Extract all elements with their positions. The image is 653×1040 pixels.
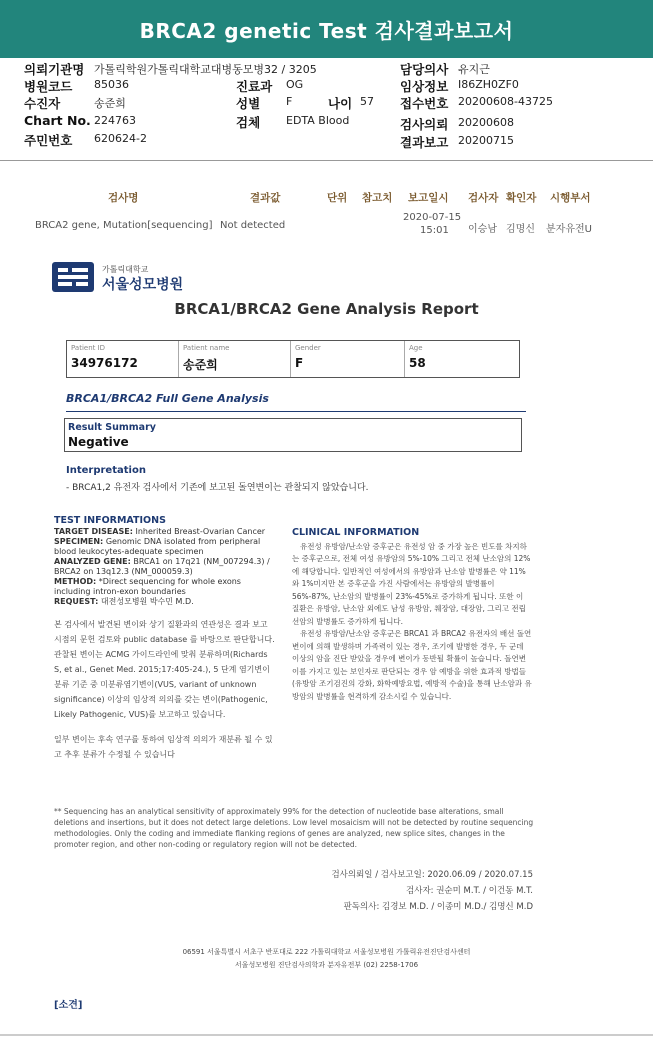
report-time: 15:01 bbox=[420, 225, 449, 236]
info-label: 의뢰기관명 bbox=[24, 62, 85, 77]
patient-id-value: 34976172 bbox=[71, 356, 138, 370]
info-label: 검사의뢰 bbox=[400, 117, 449, 132]
info-row bbox=[400, 94, 553, 112]
clinical-paragraph: 유전성 유방암/난소암 증후군은 BRCA1 과 BRCA2 유전자의 배선 돌연변이에 의해 발생하며 가족력이 있는 경우, 조기에 발병한 경우, 두 군데 이상의 암을 진단 받았을 경우에 변이가 동반될 확률이 높습니다. 돌연변이를 가지고 있는 보인자로 판단되는 경우 암 예방을 위한 효과적 방법들(유방암 조기검진의 강화, 화학예방요법, 예방적 수술)을 통해 난소암과 유방암의 발병률을 현격하게 감소시킬 수 있습니다. bbox=[292, 629, 532, 701]
info-label: 주민번호 bbox=[24, 133, 73, 148]
request bbox=[54, 597, 276, 607]
variant-note: 본 검사에서 발견된 변이와 상기 질환과의 연관성은 결과 보고 시점의 문헌 검토와 public database 를 바탕으로 판단합니다. 관찰된 변이는 ACMG 가이드라인에 맞춰 분류하며(Richards S, et al., Genet Med. 2015;17:405-24.), 5 단계 염기변이 분류 기준 중 미분류염기변이(VUS, variant of unknown significance) 이상의 임상적 의의를 갖는 변이(Pathogenic, Likely Pathogenic, VUS)를 보고하고 있습니다. bbox=[54, 620, 275, 719]
contact-line: 서울성모병원 진단검사의학과 분자유전부 (02) 2258-1706 bbox=[234, 961, 419, 969]
info-value: 224763 bbox=[94, 114, 136, 127]
section-title: BRCA1/BRCA2 Full Gene Analysis bbox=[66, 392, 269, 405]
logo-hospital: 서울성모병원 bbox=[102, 277, 184, 293]
info-label: 결과보고 bbox=[400, 135, 449, 150]
result-summary-label: Result Summary bbox=[68, 422, 156, 433]
col-test-name: 검사명 bbox=[108, 192, 139, 204]
method-label: METHOD: bbox=[54, 577, 97, 586]
analyzed-gene bbox=[54, 557, 276, 577]
test-informations bbox=[54, 516, 276, 762]
col-result: 결과값 bbox=[250, 192, 281, 204]
target-disease-label: TARGET DISEASE: bbox=[54, 527, 133, 536]
col-confirmer: 확인자 bbox=[506, 192, 537, 204]
clinical-paragraph: 유전성 유방암/난소암 증후군은 유전성 암 중 가장 높은 빈도를 차지하는 증후군으로, 전체 여성 유방암의 5%-10% 그리고 전체 난소암의 12%에 해당합니다. 일반적인 여성에서의 유방암과 난소암 발병률은 약 11% 와 1%미지만 본 증후군을 가진 사람에서는 유방암의 발병률이 56%-87%, 난소암의 발병률이 23%-45%로 증가하게 됩니다. 또한 이 질환은 유방암, 난소암 외에도 남성 유방암, 췌장암, 대장암, 그리고 전립선암의 발병률도 증가하게 됩니다. bbox=[292, 541, 531, 626]
department: 분자유전U bbox=[546, 224, 592, 235]
info-label: 검체 bbox=[236, 115, 261, 130]
info-value: 20200608 bbox=[458, 116, 514, 129]
clinical-information bbox=[292, 527, 532, 703]
info-label: 진료과 bbox=[236, 79, 273, 94]
specimen-label: SPECIMEN: bbox=[54, 537, 104, 546]
col-unit: 단위 bbox=[327, 192, 348, 204]
info-row bbox=[24, 131, 147, 149]
result-summary-box bbox=[64, 418, 522, 452]
info-value: I86ZH0ZF0 bbox=[458, 78, 519, 91]
info-row bbox=[400, 77, 519, 95]
interpretation-text: - BRCA1,2 유전자 검사에서 기존에 보고된 돌연변이는 관찰되지 않았습니다. bbox=[66, 483, 369, 493]
age-cell bbox=[405, 341, 519, 377]
info-value: EDTA Blood bbox=[286, 114, 350, 127]
result-summary-value: Negative bbox=[68, 435, 129, 449]
info-value: OG bbox=[286, 78, 304, 91]
patient-name-cell bbox=[179, 341, 291, 377]
report-title: BRCA2 genetic Test 검사결과보고서 bbox=[139, 18, 514, 43]
remark-label: [소견] bbox=[54, 1000, 83, 1011]
logo-university: 가톨릭대학교 bbox=[102, 265, 149, 274]
gender-value: F bbox=[295, 356, 304, 370]
patient-info-block bbox=[0, 60, 653, 160]
analyzed-gene-value: BRCA1 on 17q21 (NM_007294.3) / BRCA2 on 13q12.3 (NM_000059.3) bbox=[54, 557, 270, 576]
signoff-doctors: 판독의사: 김경보 M.D. / 이종미 M.D./ 김명신 M.D bbox=[343, 902, 533, 912]
footnote: ** Sequencing has an analytical sensitivity of approximately 99% for the detection of nucleotide base alterations, small deletions and insertions, but it does not detect large deletions. Low level mosaicism will not be detected by routine sequencing methodologies. Only the coding and immediate flanking regions of genes are analyzed, new splice sites, changes in the promoter region, and other non-coding or regulatory region will not be detected. bbox=[54, 807, 534, 849]
address-line: 06591 서울특별시 서초구 반포대로 222 가톨릭대학교 서울성모병원 가톨릭유전진단검사센터 bbox=[182, 948, 471, 956]
report-date: 2020-07-15 bbox=[403, 212, 462, 223]
hospital-emblem-icon bbox=[52, 262, 94, 292]
info-row bbox=[328, 94, 374, 112]
info-label: 임상정보 bbox=[400, 79, 449, 94]
signoff-dates: 검사의뢰일 / 검사보고일: 2020.06.09 / 2020.07.15 bbox=[331, 870, 533, 880]
col-dept: 시행부서 bbox=[550, 192, 591, 204]
test-name: BRCA2 gene, Mutation[sequencing] bbox=[35, 220, 213, 231]
report-title-bar bbox=[0, 0, 653, 58]
info-row bbox=[400, 115, 514, 133]
info-row bbox=[24, 77, 129, 95]
info-value: 20200715 bbox=[458, 134, 514, 147]
info-label: 담당의사 bbox=[400, 62, 449, 77]
patient-table bbox=[66, 340, 520, 378]
method-value: *Direct sequencing for whole exons including intron-exon boundaries bbox=[54, 577, 241, 596]
info-label: 병원코드 bbox=[24, 79, 73, 94]
request-value: 대전성모병원 박수민 M.D. bbox=[100, 597, 194, 606]
patient-name-value: 송준희 bbox=[183, 358, 218, 372]
info-value: 송준희 bbox=[94, 97, 126, 110]
info-row bbox=[24, 60, 317, 78]
info-row bbox=[400, 133, 514, 151]
info-label: 접수번호 bbox=[400, 96, 449, 111]
method bbox=[54, 577, 276, 597]
divider bbox=[0, 160, 653, 161]
target-disease bbox=[54, 527, 276, 537]
info-row bbox=[400, 60, 490, 78]
reclassification-note: 일부 변이는 후속 연구를 통하여 임상적 의의가 재분류 될 수 있고 추후 분류가 수정될 수 있습니다 bbox=[54, 735, 273, 759]
info-row bbox=[236, 77, 304, 95]
info-row bbox=[236, 94, 293, 112]
specimen bbox=[54, 537, 276, 557]
info-value: 620624-2 bbox=[94, 132, 147, 145]
age-value: 57 bbox=[360, 95, 374, 108]
target-disease-value: Inherited Breast-Ovarian Cancer bbox=[135, 527, 266, 536]
info-value: 20200608-43725 bbox=[458, 95, 553, 108]
info-value: F bbox=[286, 95, 293, 108]
test-result: Not detected bbox=[220, 220, 286, 231]
interpretation-label: Interpretation bbox=[66, 465, 146, 476]
info-label: 수진자 bbox=[24, 96, 61, 111]
age-label: 나이 bbox=[328, 96, 353, 111]
gender-cell bbox=[291, 341, 405, 377]
confirmer: 김명신 bbox=[506, 224, 535, 235]
patient-id-cell bbox=[67, 341, 179, 377]
age-label: Age bbox=[409, 344, 423, 352]
info-value: 85036 bbox=[94, 78, 129, 91]
info-row bbox=[24, 94, 126, 112]
analyzed-gene-label: ANALYZED GENE: bbox=[54, 557, 131, 566]
info-label: Chart No. bbox=[24, 113, 91, 128]
info-row bbox=[236, 113, 350, 131]
divider bbox=[66, 411, 526, 412]
test-info-header: TEST INFORMATIONS bbox=[54, 515, 166, 526]
patient-id-label: Patient ID bbox=[71, 344, 106, 352]
age-value: 58 bbox=[409, 356, 426, 370]
specimen-value: Genomic DNA isolated from peripheral blood leukocytes-adequate specimen bbox=[54, 537, 261, 556]
info-label: 성별 bbox=[236, 96, 261, 111]
divider bbox=[0, 1034, 653, 1036]
info-value: 가톨릭학원가톨릭대학교대병동모병32 / 3205 bbox=[94, 63, 317, 76]
clinical-info-header: CLINICAL INFORMATION bbox=[292, 527, 420, 538]
tester: 이승남 bbox=[468, 224, 497, 235]
patient-name-label: Patient name bbox=[183, 344, 230, 352]
col-reference: 참고치 bbox=[362, 192, 393, 204]
request-label: REQUEST: bbox=[54, 597, 99, 606]
col-report-date: 보고일시 bbox=[408, 192, 449, 204]
gender-label: Gender bbox=[295, 344, 321, 352]
info-value: 유지근 bbox=[458, 63, 490, 76]
info-row bbox=[24, 113, 136, 128]
col-tester: 검사자 bbox=[468, 192, 499, 204]
signoff-tester: 검사자: 권순미 M.T. / 이건동 M.T. bbox=[406, 886, 533, 896]
analysis-report-title: BRCA1/BRCA2 Gene Analysis Report bbox=[174, 300, 479, 318]
